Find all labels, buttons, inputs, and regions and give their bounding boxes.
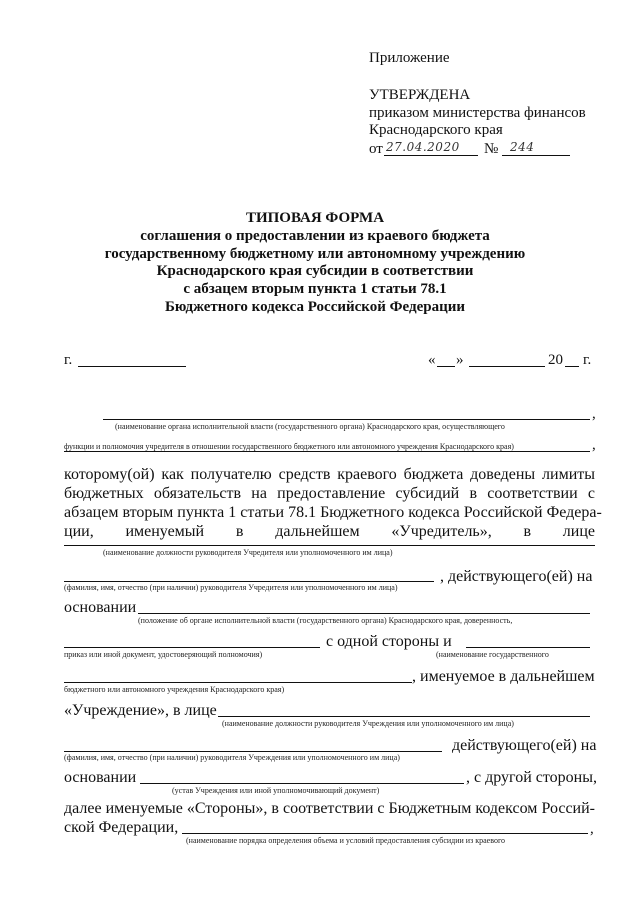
title-line-1: ТИПОВАЯ ФОРМА <box>245 210 385 226</box>
caption-founder-1: (наименование органа исполнительной власти (государственного органа) Краснодарского края, осуществляющего <box>115 422 505 431</box>
order-number-prefix: № <box>484 141 499 157</box>
order-number-underline <box>502 155 570 156</box>
caption-basis-1b: приказ или иной документ, удостоверяющий полномочия) <box>64 650 263 659</box>
institution-position-blank <box>218 716 590 717</box>
order-date-underline <box>384 155 478 156</box>
title-line-2: соглашения о предоставлении из краевого бюджета <box>140 228 490 244</box>
para1-word-7: лице <box>562 523 595 540</box>
basis-1-blank-2 <box>64 647 320 648</box>
institution-person-text: «Учреждение», в лице <box>64 702 217 719</box>
title-line-6: Бюджетного кодекса Российской Федерации <box>164 299 465 315</box>
founder-name-blank-2 <box>64 451 590 452</box>
para1-line-3: абзацем вторым пункта 1 статьи 78.1 Бюджетного кодекса Российской Федера- <box>64 504 602 521</box>
founder-position-blank <box>64 545 595 546</box>
title-line-4: Краснодарского края субсидии в соответствии <box>156 263 474 279</box>
para1-word-6: в <box>523 523 532 540</box>
para1-word-3: в <box>235 523 244 540</box>
founder-name-blank-1 <box>103 419 590 420</box>
caption-procedure: (наименование порядка определения объема и условий предоставления субсидии из краевого <box>186 836 506 845</box>
basis-1-label: основании <box>64 599 137 616</box>
city-blank <box>78 366 186 367</box>
institution-named-later: , именуемое в дальнейшем <box>412 668 595 685</box>
basis-2-blank <box>140 783 464 784</box>
para1-word-5: «Учредитель», <box>391 523 492 540</box>
order-date-handwritten: 27.04.2020 <box>386 140 460 154</box>
caption-founder-2: функции и полномочия учредителя в отношении государственного бюджетного или автономного учреждения Краснодарского края) <box>64 442 514 451</box>
caption-institution-type: бюджетного или автономного учреждения Краснодарского края) <box>64 685 285 694</box>
founder-head-blank <box>64 581 434 582</box>
appendix-label: Приложение <box>369 50 450 66</box>
para1-line-4 <box>64 522 595 541</box>
year-blank <box>565 366 579 367</box>
procedure-blank <box>182 833 588 834</box>
caption-basis-1: (положение об органе исполнительной власти (государственного органа) Краснодарского края, доверенность, <box>138 616 513 625</box>
para1-line-1: которому(ой) как получателю средств краевого бюджета доведены лимиты <box>64 466 595 483</box>
city-prefix: г. <box>64 352 73 368</box>
other-side-text: , с другой стороны, <box>466 769 597 786</box>
founder-acting: , действующего(ей) на <box>440 568 593 585</box>
caption-basis-2: (устав Учреждения или иной уполномочивающий документ) <box>172 786 380 795</box>
caption-institution-position: (наименование должности руководителя Учреждения или уполномоченного им лица) <box>222 719 514 728</box>
comma-1: , <box>592 406 596 422</box>
title-line-3: государственному бюджетному или автономному учреждению <box>104 246 526 262</box>
institution-head-blank <box>64 751 442 752</box>
approved-label: УТВЕРЖДЕНА <box>369 87 471 103</box>
month-blank <box>469 366 545 367</box>
comma-2: , <box>592 437 596 453</box>
order-number-handwritten: 244 <box>510 140 535 154</box>
caption-institution-name: (наименование государственного <box>436 650 549 659</box>
institution-acting: действующего(ей) на <box>452 737 597 754</box>
title-line-5: с абзацем вторым пункта 1 статьи 78.1 <box>183 281 447 297</box>
para1-word-2: именуемый <box>125 523 205 540</box>
date-open-quote: « <box>428 352 436 368</box>
para2-line-2: ской Федерации, <box>64 819 179 836</box>
order-line-1: приказом министерства финансов <box>369 105 586 121</box>
caption-institution-head: (фамилия, имя, отчество (при наличии) руководителя Учреждения или уполномоченного им лица) <box>64 753 400 762</box>
para1-word-4: дальнейшем <box>275 523 360 540</box>
one-side-text: с одной стороны и <box>326 633 452 650</box>
para2-line-1: далее именуемые «Стороны», в соответствии с Бюджетным кодексом Россий- <box>64 800 595 817</box>
para1-word-1: ции, <box>64 523 94 540</box>
date-close-quote: » <box>456 352 464 368</box>
institution-name-blank-1 <box>466 647 590 648</box>
year-prefix: 20 <box>548 352 563 368</box>
year-suffix: г. <box>583 352 592 368</box>
institution-name-blank-2 <box>64 682 412 683</box>
order-date-prefix: от <box>369 141 383 157</box>
para1-line-2: бюджетных обязательств на предоставление субсидий в соответствии с <box>64 485 595 502</box>
caption-founder-head: (фамилия, имя, отчество (при наличии) руководителя Учредителя или уполномоченного им лица) <box>64 583 398 592</box>
day-blank <box>437 366 455 367</box>
order-line-2: Краснодарского края <box>369 122 503 138</box>
basis-1-blank <box>138 613 590 614</box>
basis-2-label: основании <box>64 769 137 786</box>
caption-founder-position: (наименование должности руководителя Учредителя или уполномоченного им лица) <box>103 548 393 557</box>
comma-3: , <box>590 821 594 837</box>
